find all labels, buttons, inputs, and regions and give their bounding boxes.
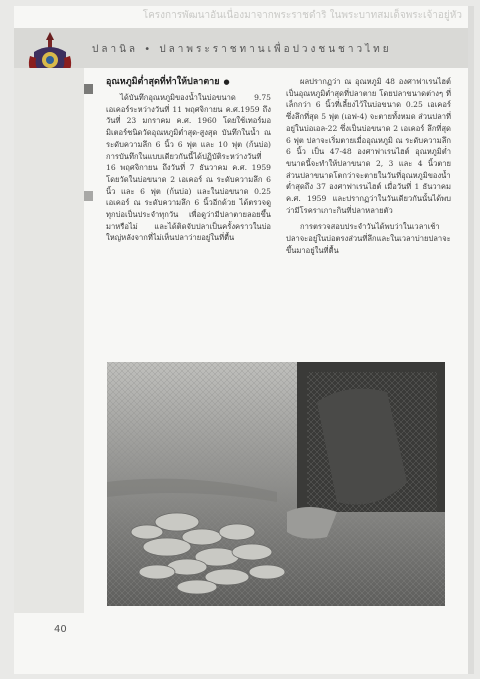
left-margin-panel bbox=[14, 68, 84, 613]
fish-harvest-photo bbox=[107, 362, 445, 606]
running-header bbox=[92, 42, 392, 57]
left-column bbox=[106, 76, 271, 249]
right-column bbox=[286, 76, 451, 262]
header-left: ปลานิล bbox=[92, 44, 139, 55]
header-right: ปลาพระราชทานเพื่อปวงชนชาวไทย bbox=[159, 44, 392, 55]
right-paragraph-1: ผลปรากฏว่า ณ อุณหภูมิ 48 องศาฟาเรนไฮต์ เป็นอุณหภูมิต่ำสุดที่ปลาตาย โดยปลาขนาดต่างๆ ที่เล็กกว่า 6 นิ้วที่เลี้ยงไว้ในบ่อขนาด 0.25 เอเคอร์ ซึ่งลึกที่สุด 5 ฟุต (เอฟ-4) จะตายทั้งหมด ส่วนปลาที่อยู่ในบ่อเอล-22 ซึ่งเป็นบ่อขนาด 2 เอเคอร์ ลึกที่สุด 6 ฟุต ปลาจะเริ่มตายเมื่ออุณหภูมิ ณ ระดับความลึก 6 นิ้ว เป็น 47-48 องศาฟาเรนไฮต์ อุณหภูมิต่ำขนาดนี้จะทำให้ปลาขนาด 2, 3 และ 4 นิ้วตาย ส่วนปลาขนาดโตกว่าจะตายในวันที่อุณหภูมิของน้ำต่ำสุดถึง 37 องศาฟาเรนไฮต์ เมื่อวันที่ 1 ธันวาคม ค.ศ. 1959 และปรากฏว่าในวันเดียวกันนั้นได้พบว่ามีโรคราเกาะกินที่ปลาหลายตัว bbox=[286, 77, 451, 215]
article-heading: อุณหภูมิต่ำสุดที่ทำให้ปลาตาย ● bbox=[106, 77, 230, 87]
document-page bbox=[14, 6, 474, 674]
right-paragraph-2: การตรวจสอบประจำวันได้พบว่าในเวลาเช้าปลาจะอยู่ในบ่อตรงส่วนที่ลึกและในเวลาบ่ายปลาจะขึ้นมาอยู่ในที่ตื้น bbox=[286, 222, 451, 255]
header-separator-dot: • bbox=[144, 44, 160, 55]
section-marker-light bbox=[84, 191, 93, 201]
left-paragraph: ได้บันทึกอุณหภูมิของน้ำในบ่อขนาด 9.75 เอเคอร์ระหว่างวันที่ 11 พฤศจิกายน ค.ศ.1959 ถึงวันที่ 23 มกราคม ค.ศ. 1960 โดยใช้เทอร์มอมิเตอร์ชนิดวัดอุณหภูมิต่ำสุด-สูงสุด บันทึกในน้ำ ณ ระดับความลึก 6 นิ้ว 6 ฟุต และ 10 ฟุต (ก้นบ่อ) การบันทึกในแบบเดียวกันนี้ได้ปฏิบัติระหว่างวันที่ 16 พฤศจิกายน ถึงวันที่ 7 ธันวาคม ค.ศ. 1959 โดยวัดในบ่อขนาด 2 เอเคอร์ ณ ระดับความลึก 6 นิ้ว และ 6 ฟุต (ก้นบ่อ) และในบ่อขนาด 0.25 เอเคอร์ ณ ระดับความลึก 6 นิ้วอีกด้วย ได้ตรวจดูทุกบ่อเป็นประจำทุกวัน เพื่อดูว่ามีปลาตายลอยขึ้นมาหรือไม่ และได้ติดจับปลาเป็นครั้งคราวในบ่อใหญ่หลังจากที่ไม่เห็นปลาว่ายอยู่ในที่ตื้น bbox=[106, 93, 271, 243]
page-number: 40 bbox=[54, 624, 67, 635]
top-strip-text: โครงการพัฒนาอันเนื่องมาจากพระราชดำริ ในพระบาทสมเด็จพระเจ้าอยู่หัว bbox=[142, 10, 462, 21]
page-edge-shadow bbox=[468, 6, 474, 674]
heading-bullet: ● bbox=[223, 78, 230, 86]
section-marker bbox=[84, 84, 93, 94]
